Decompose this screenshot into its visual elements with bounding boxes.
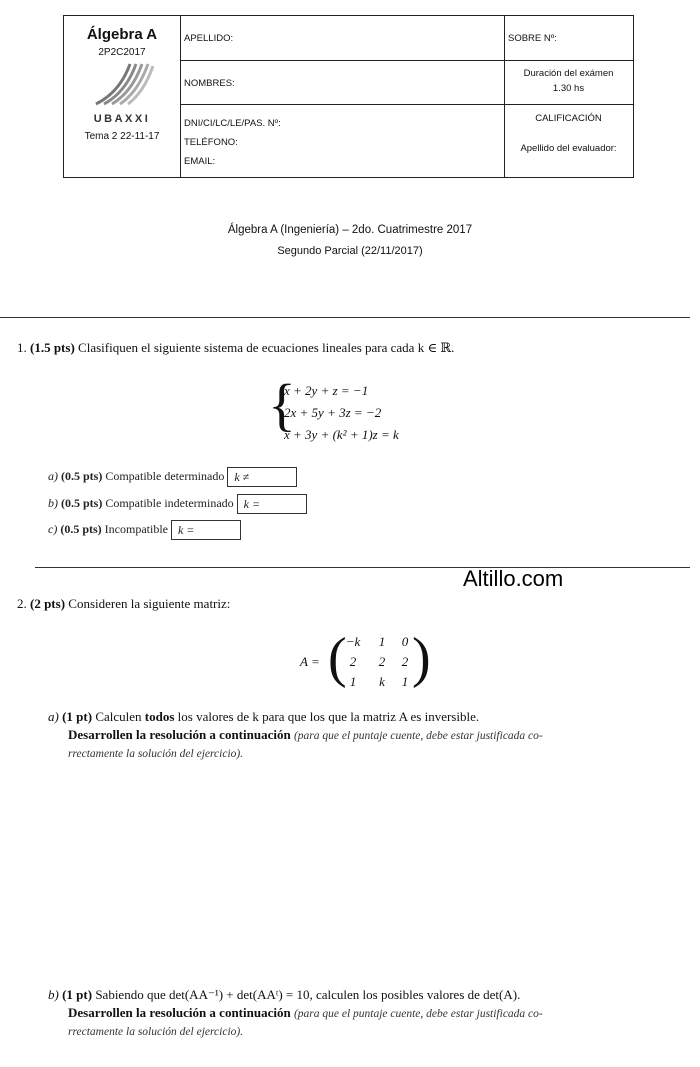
instruction-note: (para que el puntaje cuente, debe estar justificada co-	[293, 730, 543, 742]
exam-title: Álgebra A (Ingeniería) – 2do. Cuatrimestre 2017	[227, 224, 473, 236]
instruction: Desarrollen la resolución a continuación	[68, 1005, 291, 1020]
system-brace: {	[268, 372, 296, 437]
nombres-label: NOMBRES:	[184, 78, 235, 89]
equation-2: 2x + 5y + 3z = −2	[284, 405, 382, 420]
email-label: EMAIL:	[184, 156, 216, 167]
item-label: a)	[48, 709, 59, 724]
item-text: Compatible indeterminado	[105, 495, 234, 510]
apellido-label: APELLIDO:	[184, 33, 234, 44]
duracion-label: Duración del exámen	[523, 68, 614, 79]
matrix-name: A =	[300, 654, 320, 669]
question-1	[17, 340, 454, 356]
duracion-value: 1.30 hs	[552, 83, 585, 94]
q2-item-a	[48, 708, 690, 763]
question-points: (2 pts)	[30, 596, 66, 611]
evaluador-label: Apellido del evaluador:	[520, 143, 617, 154]
item-label: a)	[48, 468, 58, 483]
equation-system	[284, 380, 399, 446]
logo-cell	[64, 16, 181, 177]
answer-box-a[interactable]: k ≠	[227, 467, 297, 487]
exam-header-table	[63, 15, 634, 178]
divider	[0, 317, 690, 318]
dni-label: DNI/CI/LC/LE/PAS. Nº:	[184, 118, 281, 129]
item-text: Compatible determinado	[105, 468, 225, 483]
item-label: b)	[48, 495, 58, 510]
question-number: 2.	[17, 596, 27, 611]
matrix-cell: 2	[349, 654, 357, 669]
item-points: (1 pt)	[62, 709, 93, 724]
instruction-note: rrectamente la solución del ejercicio).	[68, 1026, 244, 1038]
q1-item-c	[48, 520, 241, 540]
matrix-cell: 2	[378, 654, 386, 669]
matrix-cell: 1	[378, 634, 386, 649]
telefono-label: TELÉFONO:	[184, 137, 238, 148]
left-paren: (	[328, 627, 347, 689]
item-points: (0.5 pts)	[61, 468, 103, 483]
watermark: Altillo.com	[463, 566, 564, 591]
matrix-A	[300, 627, 431, 690]
calificacion-label: CALIFICACIÓN	[535, 113, 602, 124]
course-code: 2P2C2017	[98, 47, 146, 58]
matrix-cell: 2	[401, 654, 409, 669]
q2-item-b	[48, 986, 690, 1041]
student-fields	[180, 16, 505, 177]
item-text: los valores de k para que los que la matriz A es inversible.	[177, 709, 480, 724]
matrix-cell: 1	[349, 674, 357, 689]
item-label: c)	[48, 521, 58, 536]
admin-fields	[504, 16, 633, 177]
item-label: b)	[48, 987, 59, 1002]
q1-item-b	[48, 494, 307, 514]
question-number: 1.	[17, 340, 27, 355]
tema-label: Tema 2 22-11-17	[84, 131, 160, 142]
divider	[35, 567, 690, 568]
question-text: Consideren la siguiente matriz:	[68, 596, 231, 611]
instruction: Desarrollen la resolución a continuación	[68, 727, 291, 742]
item-points: (0.5 pts)	[60, 521, 102, 536]
question-points: (1.5 pts)	[30, 340, 75, 355]
item-points: (0.5 pts)	[61, 495, 103, 510]
question-text: Clasifiquen el siguiente sistema de ecuaciones lineales para cada k ∈ ℝ.	[78, 340, 455, 355]
ubaxxi-logo-icon	[90, 62, 154, 106]
sobre-label: SOBRE Nº:	[508, 33, 557, 44]
equation-1: x + 2y + z = −1	[284, 383, 369, 398]
q1-item-a	[48, 467, 297, 487]
course-title: Álgebra A	[86, 26, 158, 43]
instruction-note: (para que el puntaje cuente, debe estar justificada co-	[293, 1008, 543, 1020]
answer-box-c[interactable]: k =	[171, 520, 241, 540]
answer-box-b[interactable]: k =	[237, 494, 307, 514]
item-emphasis: todos	[144, 709, 175, 724]
instruction-note: rrectamente la solución del ejercicio).	[68, 748, 244, 760]
matrix-cell: k	[379, 674, 385, 689]
item-text: Calculen	[95, 709, 142, 724]
matrix-cell: 0	[401, 634, 409, 649]
item-text: Incompatible	[104, 521, 168, 536]
brand-name: UBAXXI	[93, 113, 151, 125]
matrix-cell: 1	[401, 674, 409, 689]
item-points: (1 pt)	[62, 987, 93, 1002]
equation-3: x + 3y + (k² + 1)z = k	[284, 427, 399, 442]
matrix-cell: −k	[345, 634, 361, 649]
exam-subtitle: Segundo Parcial (22/11/2017)	[277, 245, 423, 257]
right-paren: )	[412, 627, 431, 689]
item-text: Sabiendo que det(AA⁻¹) + det(AAᵗ) = 10, calculen los posibles valores de det(A).	[95, 987, 521, 1002]
question-2	[17, 596, 230, 612]
